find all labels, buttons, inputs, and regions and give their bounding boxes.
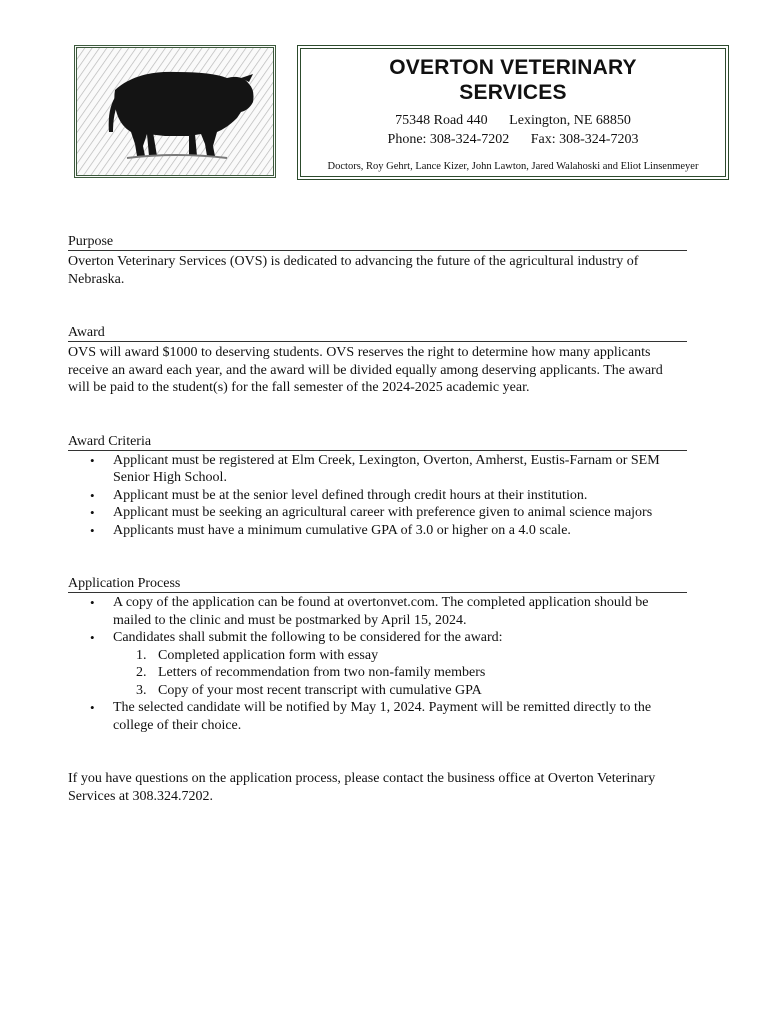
sub-list-item: 3. Copy of your most recent transcript with cumulative GPA xyxy=(136,682,482,698)
application-process-heading: Application Process xyxy=(68,575,687,593)
letterhead-box xyxy=(297,45,729,180)
address-block xyxy=(301,111,725,149)
list-item: • Applicants must have a minimum cumulative GPA of 3.0 or higher on a 4.0 scale. xyxy=(113,522,687,540)
award-criteria-heading: Award Criteria xyxy=(68,433,687,451)
street-address: 75348 Road 440 xyxy=(395,113,488,128)
purpose-heading: Purpose xyxy=(68,233,687,251)
company-name xyxy=(301,55,725,105)
award-text: OVS will award $1000 to deserving students. OVS reserves the right to determine how many applicants receive an award each year, and the award will be divided equally among deserving applicants. The award will be paid to the student(s) for the fall semester of the 2024-2025 academic year. xyxy=(68,345,663,395)
black-bull-sketch-icon xyxy=(77,48,273,175)
logo-frame xyxy=(74,45,276,178)
purpose-section xyxy=(68,233,687,288)
submission-requirements-list xyxy=(113,647,687,700)
process-list xyxy=(68,594,687,734)
list-item: • A copy of the application can be found at overtonvet.com. The completed application should be mailed to the clinic and must be postmarked by April 15, 2024. xyxy=(113,594,687,629)
doctors-list: Doctors, Roy Gehrt, Lance Kizer, John Lawton, Jared Walahoski and Eliot Linsenmeyer xyxy=(327,161,699,172)
award-heading: Award xyxy=(68,324,687,342)
award-criteria-section xyxy=(68,433,687,540)
closing-paragraph: If you have questions on the application process, please contact the business office at Overton Veterinary Services at 308.324.7202. xyxy=(68,771,656,804)
list-item-text: Candidates shall submit the following to be considered for the award: xyxy=(113,630,503,645)
list-item: • Applicant must be registered at Elm Creek, Lexington, Overton, Amherst, Eustis-Farnam or SEM Senior High School. xyxy=(113,452,687,487)
city-state-zip: Lexington, NE 68850 xyxy=(509,113,631,128)
fax-number: Fax: 308-324-7203 xyxy=(530,132,639,147)
list-item: • Applicant must be at the senior level defined through credit hours at their institution. xyxy=(113,487,687,505)
list-item xyxy=(113,629,687,699)
phone-number: Phone: 308-324-7202 xyxy=(387,132,510,147)
list-item: • The selected candidate will be notified by May 1, 2024. Payment will be remitted directly to the college of their choice. xyxy=(113,699,687,734)
company-name-line2: SERVICES xyxy=(459,81,567,104)
sub-list-item: 2. Letters of recommendation from two non-family members xyxy=(136,665,486,680)
document-body xyxy=(68,233,687,805)
company-name-line1: OVERTON VETERINARY xyxy=(389,56,637,79)
sub-list-item: 1. Completed application form with essay xyxy=(136,647,379,663)
application-process-section xyxy=(68,575,687,734)
criteria-list xyxy=(68,452,687,540)
award-section xyxy=(68,324,687,397)
purpose-text: Overton Veterinary Services (OVS) is dedicated to advancing the future of the agricultural industry of Nebraska. xyxy=(68,254,639,287)
list-item: • Applicant must be seeking an agricultural career with preference given to animal science majors xyxy=(113,504,687,522)
